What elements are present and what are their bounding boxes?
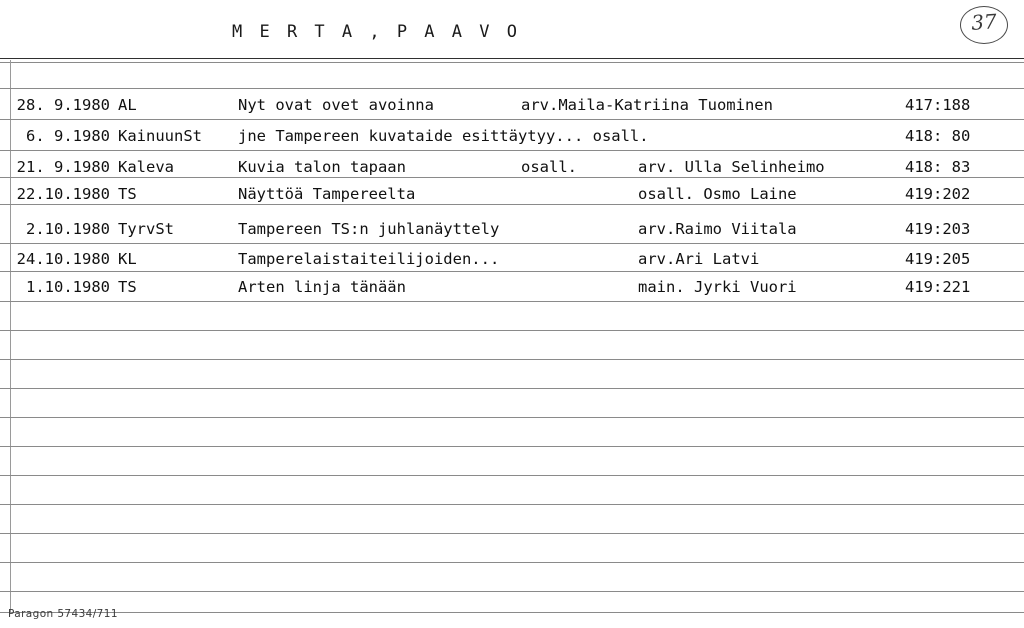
rule-line bbox=[0, 417, 1024, 418]
rule-line bbox=[0, 504, 1024, 505]
entry-note: arv.Raimo Viitala bbox=[638, 220, 797, 238]
entry-note: arv. Ulla Selinheimo bbox=[638, 158, 825, 176]
entry-source: TyrvSt bbox=[118, 220, 174, 238]
entry-date: 1.10.1980 bbox=[26, 278, 110, 296]
entry-reference: 418: 80 bbox=[905, 127, 971, 145]
page-title: M E R T A , P A A V O bbox=[232, 22, 521, 42]
rule-line bbox=[0, 612, 1024, 613]
card-header bbox=[0, 18, 1024, 60]
entry-middle: osall. bbox=[521, 158, 577, 176]
entry-title: Kuvia talon tapaan bbox=[238, 158, 406, 176]
entry-source: Kaleva bbox=[118, 158, 174, 176]
rule-line bbox=[0, 119, 1024, 120]
entry-date: 6. 9.1980 bbox=[26, 127, 110, 145]
rule-line bbox=[0, 243, 1024, 244]
rule-line bbox=[0, 475, 1024, 476]
rule-line bbox=[0, 562, 1024, 563]
entry-reference: 419:202 bbox=[905, 185, 971, 203]
rule-line bbox=[0, 330, 1024, 331]
entry-title: Näyttöä Tampereelta bbox=[238, 185, 416, 203]
entry-note: main. Jyrki Vuori bbox=[638, 278, 797, 296]
entry-reference: 417:188 bbox=[905, 96, 971, 114]
entry-source: KainuunSt bbox=[118, 127, 202, 145]
entry-reference: 419:221 bbox=[905, 278, 971, 296]
entry-title: Tampereen TS:n juhlanäyttely bbox=[238, 220, 500, 238]
rule-line bbox=[0, 591, 1024, 592]
entry-source: AL bbox=[118, 96, 137, 114]
table-row bbox=[0, 274, 1024, 301]
entry-source: TS bbox=[118, 185, 137, 203]
entry-reference: 419:205 bbox=[905, 250, 971, 268]
card-number-badge bbox=[960, 6, 1010, 46]
entry-note: arv.Ari Latvi bbox=[638, 250, 760, 268]
table-row bbox=[0, 216, 1024, 243]
entry-date: 28. 9.1980 bbox=[16, 96, 110, 114]
table-row bbox=[0, 246, 1024, 273]
table-row bbox=[0, 123, 1024, 150]
printer-imprint: Paragon 57434/711 bbox=[8, 608, 118, 620]
entry-date: 22.10.1980 bbox=[16, 185, 110, 203]
table-row bbox=[0, 92, 1024, 119]
rule-line bbox=[0, 388, 1024, 389]
rule-line bbox=[0, 150, 1024, 151]
rule-line bbox=[0, 446, 1024, 447]
entry-note: osall. Osmo Laine bbox=[638, 185, 797, 203]
entry-title: Tamperelaistaiteilijoiden... bbox=[238, 250, 500, 268]
entry-title: Nyt ovat ovet avoinna bbox=[238, 96, 434, 114]
rule-line bbox=[0, 62, 1024, 63]
entry-date: 2.10.1980 bbox=[26, 220, 110, 238]
entry-reference: 419:203 bbox=[905, 220, 971, 238]
rule-line bbox=[0, 58, 1024, 59]
entry-date: 24.10.1980 bbox=[16, 250, 110, 268]
rule-line bbox=[0, 359, 1024, 360]
entry-reference: 418: 83 bbox=[905, 158, 971, 176]
rule-line bbox=[0, 301, 1024, 302]
rule-line bbox=[0, 88, 1024, 89]
entry-middle: arv.Maila-Katriina Tuominen bbox=[521, 96, 773, 114]
table-row bbox=[0, 154, 1024, 181]
entry-title: Arten linja tänään bbox=[238, 278, 406, 296]
table-row bbox=[0, 181, 1024, 208]
rule-line bbox=[0, 533, 1024, 534]
entry-date: 21. 9.1980 bbox=[16, 158, 110, 176]
card-number-text: 37 bbox=[970, 9, 998, 35]
entry-source: TS bbox=[118, 278, 137, 296]
entry-title: jne Tampereen kuvataide esittäytyy... osall. bbox=[238, 127, 649, 145]
entry-source: KL bbox=[118, 250, 137, 268]
